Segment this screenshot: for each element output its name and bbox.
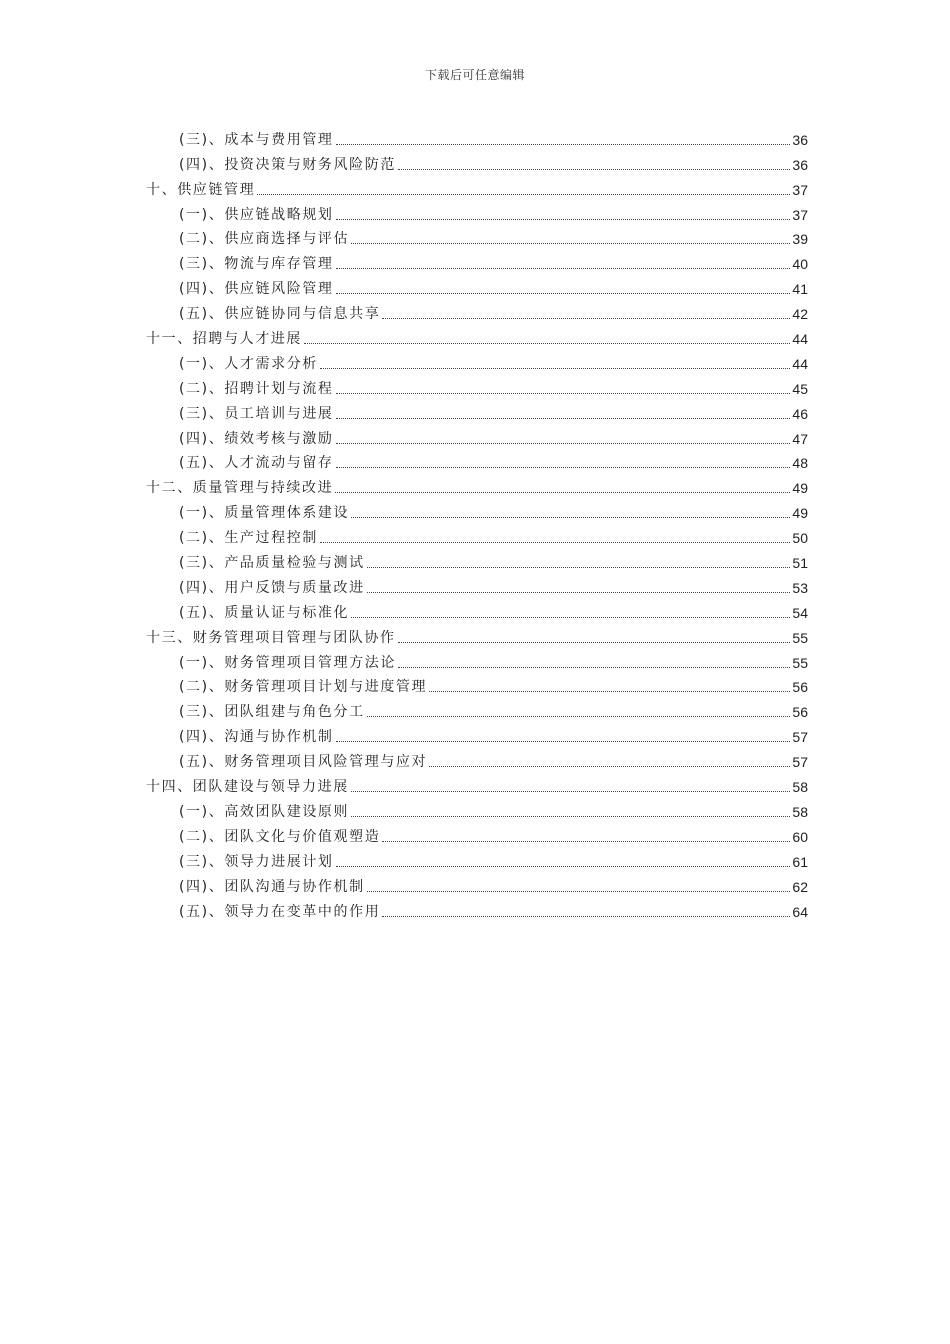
toc-entry-page-number: 48	[792, 455, 808, 472]
toc-section-entry[interactable]	[146, 298, 808, 323]
toc-entry-page-number: 47	[792, 430, 808, 447]
toc-section-entry[interactable]	[146, 149, 808, 174]
toc-dot-leader	[336, 144, 791, 145]
toc-entry-title: (四)、沟通与协作机制	[179, 729, 334, 746]
toc-entry-title: (二)、供应商选择与评估	[179, 231, 350, 248]
page-header: 下载后可任意编辑	[424, 68, 525, 82]
toc-chapter-entry[interactable]	[146, 323, 808, 348]
toc-entry-page-number: 60	[792, 828, 808, 845]
toc-section-entry[interactable]	[146, 796, 808, 821]
toc-entry-page-number: 64	[792, 903, 808, 920]
toc-section-entry[interactable]	[146, 497, 808, 522]
toc-dot-leader	[336, 393, 791, 394]
toc-entry-title: (二)、生产过程控制	[179, 530, 318, 547]
toc-dot-leader	[336, 418, 791, 419]
toc-entry-title: (五)、领导力在变革中的作用	[179, 903, 381, 920]
toc-section-entry[interactable]	[146, 124, 808, 149]
toc-chapter-entry[interactable]	[146, 174, 808, 199]
toc-entry-page-number: 58	[792, 779, 808, 796]
toc-entry-page-number: 45	[792, 380, 808, 397]
toc-entry-page-number: 62	[792, 878, 808, 895]
toc-entry-title: (二)、招聘计划与流程	[179, 380, 334, 397]
toc-section-entry[interactable]	[146, 398, 808, 423]
toc-dot-leader	[398, 169, 790, 170]
toc-section-entry[interactable]	[146, 522, 808, 547]
toc-entry-page-number: 55	[792, 654, 808, 671]
toc-entry-title: (四)、用户反馈与质量改进	[179, 579, 365, 596]
toc-dot-leader	[336, 741, 791, 742]
toc-entry-title: (三)、团队组建与角色分工	[179, 704, 365, 721]
toc-dot-leader	[320, 368, 790, 369]
toc-dot-leader	[336, 293, 791, 294]
toc-entry-title: (一)、质量管理体系建设	[179, 505, 350, 522]
toc-entry-title: 十二、质量管理与持续改进	[146, 480, 334, 497]
toc-dot-leader	[398, 667, 790, 668]
toc-entry-page-number: 44	[792, 355, 808, 372]
toc-entry-title: (四)、供应链风险管理	[179, 281, 334, 298]
toc-dot-leader	[336, 268, 791, 269]
toc-chapter-entry[interactable]	[146, 622, 808, 647]
toc-entry-title: 十、供应链管理	[146, 181, 256, 198]
toc-entry-title: 十三、财务管理项目管理与团队协作	[146, 629, 396, 646]
toc-entry-page-number: 44	[792, 331, 808, 348]
toc-dot-leader	[336, 219, 791, 220]
toc-section-entry[interactable]	[146, 373, 808, 398]
toc-entry-title: (一)、人才需求分析	[179, 355, 318, 372]
toc-section-entry[interactable]	[146, 647, 808, 672]
toc-entry-page-number: 54	[792, 604, 808, 621]
toc-entry-title: (三)、产品质量检验与测试	[179, 555, 365, 572]
toc-dot-leader	[382, 841, 790, 842]
toc-entry-title: 十四、团队建设与领导力进展	[146, 779, 349, 796]
toc-entry-page-number: 57	[792, 754, 808, 771]
toc-entry-page-number: 56	[792, 679, 808, 696]
toc-entry-page-number: 42	[792, 306, 808, 323]
toc-section-entry[interactable]	[146, 273, 808, 298]
toc-dot-leader	[336, 443, 791, 444]
toc-entry-title: (三)、领导力进展计划	[179, 853, 334, 870]
toc-entry-title: (四)、绩效考核与激励	[179, 430, 334, 447]
toc-dot-leader	[429, 766, 790, 767]
toc-dot-leader	[351, 243, 790, 244]
toc-entry-page-number: 51	[792, 555, 808, 572]
toc-section-entry[interactable]	[146, 672, 808, 697]
toc-entry-page-number: 57	[792, 729, 808, 746]
toc-entry-page-number: 37	[792, 206, 808, 223]
toc-entry-page-number: 40	[792, 256, 808, 273]
toc-entry-title: (三)、成本与费用管理	[179, 131, 334, 148]
toc-dot-leader	[304, 343, 790, 344]
toc-entry-title: (二)、团队文化与价值观塑造	[179, 828, 381, 845]
table-of-contents	[146, 124, 808, 921]
toc-dot-leader	[336, 467, 791, 468]
toc-entry-page-number: 49	[792, 480, 808, 497]
toc-dot-leader	[320, 542, 790, 543]
toc-entry-page-number: 55	[792, 629, 808, 646]
toc-section-entry[interactable]	[146, 248, 808, 273]
toc-section-entry[interactable]	[146, 721, 808, 746]
toc-entry-title: (五)、财务管理项目风险管理与应对	[179, 754, 428, 771]
toc-dot-leader	[382, 318, 790, 319]
toc-entry-title: (三)、物流与库存管理	[179, 256, 334, 273]
toc-entry-title: (三)、员工培训与进展	[179, 405, 334, 422]
toc-entry-title: (五)、质量认证与标准化	[179, 604, 350, 621]
toc-chapter-entry[interactable]	[146, 771, 808, 796]
toc-entry-page-number: 46	[792, 405, 808, 422]
toc-section-entry[interactable]	[146, 821, 808, 846]
toc-entry-page-number: 50	[792, 530, 808, 547]
toc-entry-title: (五)、供应链协同与信息共享	[179, 306, 381, 323]
toc-entry-title: (四)、团队沟通与协作机制	[179, 878, 365, 895]
toc-section-entry[interactable]	[146, 423, 808, 448]
toc-section-entry[interactable]	[146, 896, 808, 921]
toc-entry-title: (一)、高效团队建设原则	[179, 803, 350, 820]
toc-dot-leader	[351, 791, 791, 792]
toc-dot-leader	[257, 194, 790, 195]
toc-section-entry[interactable]	[146, 597, 808, 622]
toc-chapter-entry[interactable]	[146, 472, 808, 497]
toc-section-entry[interactable]	[146, 547, 808, 572]
toc-entry-page-number: 61	[792, 853, 808, 870]
toc-dot-leader	[336, 866, 791, 867]
toc-dot-leader	[351, 816, 790, 817]
toc-entry-page-number: 58	[792, 803, 808, 820]
toc-dot-leader	[367, 716, 791, 717]
toc-entry-title: (二)、财务管理项目计划与进度管理	[179, 679, 428, 696]
toc-section-entry[interactable]	[146, 871, 808, 896]
toc-entry-page-number: 36	[792, 131, 808, 148]
toc-entry-title: (一)、财务管理项目管理方法论	[179, 654, 396, 671]
toc-section-entry[interactable]	[146, 746, 808, 771]
toc-dot-leader	[398, 642, 791, 643]
toc-entry-title: (一)、供应链战略规划	[179, 206, 334, 223]
toc-section-entry[interactable]	[146, 199, 808, 224]
toc-entry-page-number: 56	[792, 704, 808, 721]
toc-section-entry[interactable]	[146, 846, 808, 871]
toc-dot-leader	[367, 891, 791, 892]
toc-dot-leader	[382, 916, 790, 917]
toc-entry-page-number: 36	[792, 156, 808, 173]
toc-dot-leader	[367, 567, 791, 568]
toc-section-entry[interactable]	[146, 696, 808, 721]
toc-dot-leader	[367, 592, 791, 593]
toc-entry-page-number: 41	[792, 281, 808, 298]
toc-entry-title: 十一、招聘与人才进展	[146, 331, 302, 348]
toc-dot-leader	[351, 517, 790, 518]
toc-entry-page-number: 39	[792, 231, 808, 248]
toc-entry-page-number: 49	[792, 505, 808, 522]
toc-entry-page-number: 37	[792, 181, 808, 198]
toc-section-entry[interactable]	[146, 572, 808, 597]
toc-section-entry[interactable]	[146, 348, 808, 373]
toc-dot-leader	[351, 617, 790, 618]
toc-section-entry[interactable]	[146, 224, 808, 249]
toc-dot-leader	[429, 691, 790, 692]
toc-entry-title: (五)、人才流动与留存	[179, 455, 334, 472]
toc-entry-page-number: 53	[792, 579, 808, 596]
toc-dot-leader	[335, 492, 790, 493]
toc-entry-title: (四)、投资决策与财务风险防范	[179, 156, 396, 173]
toc-section-entry[interactable]	[146, 448, 808, 473]
